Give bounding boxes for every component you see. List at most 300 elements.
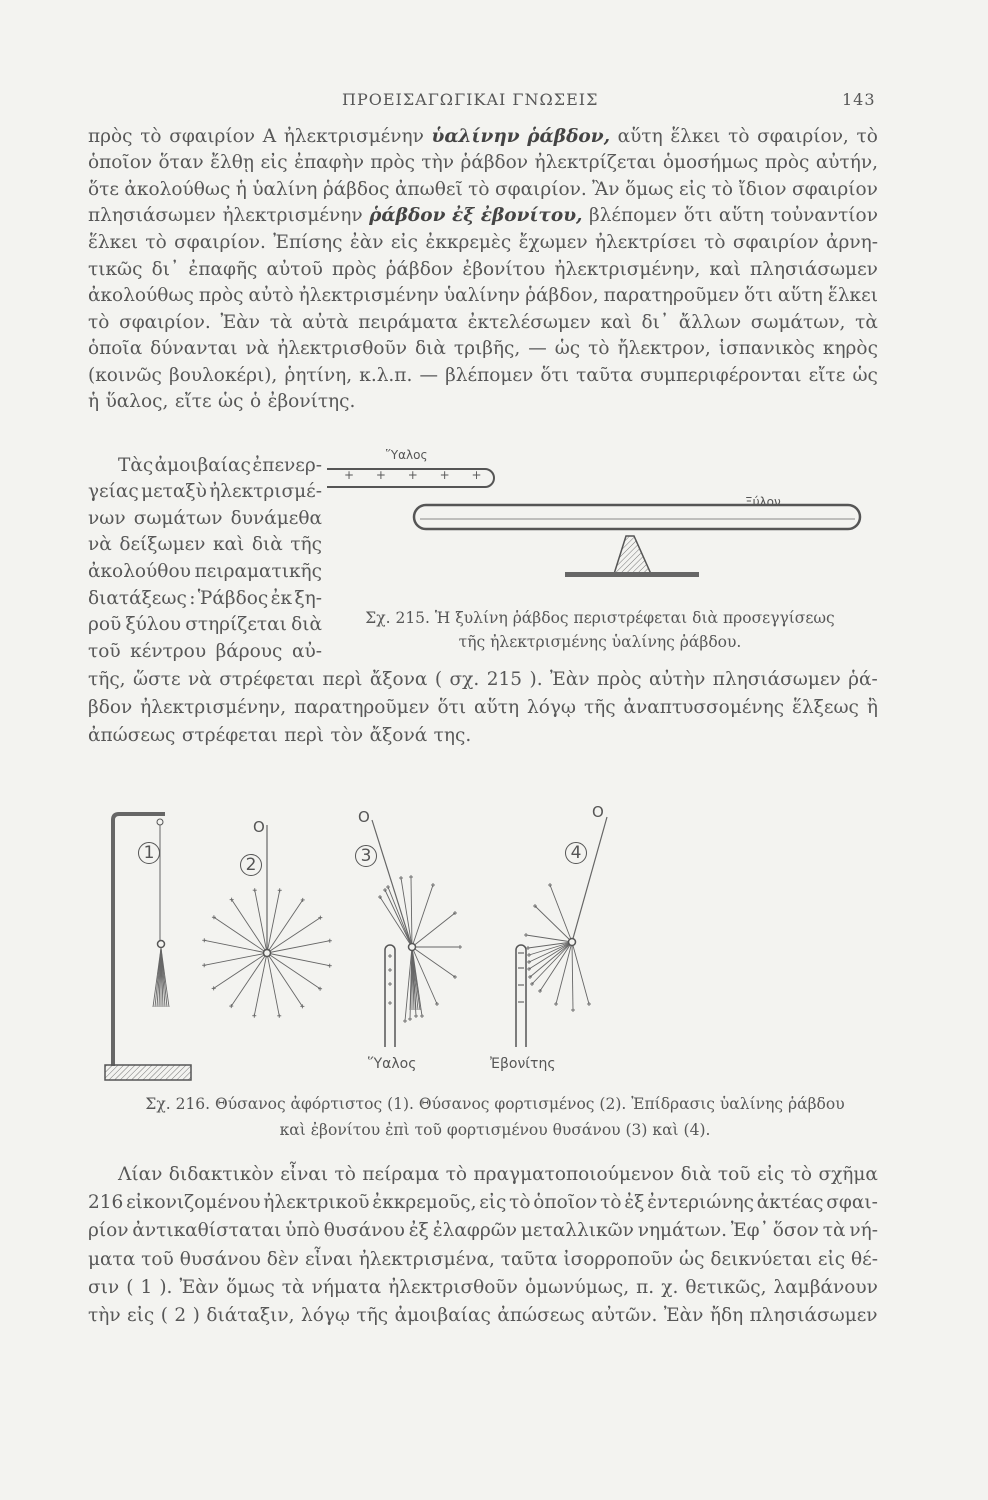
word: δι᾽ [151,259,180,280]
word: νημάτων. [637,1220,728,1241]
word: σχῆμα [818,1164,878,1185]
word: περὶ [322,669,363,690]
word: ἐκκρεμοῦς, [372,1192,477,1213]
charged-tassel [202,825,332,1018]
word: νων [88,508,126,529]
ring [409,944,416,951]
word: ἐλαφρῶν [432,1220,518,1241]
figure-216-caption-line1: Σχ. 216. Θύσανος ἀφόρτιστος (1). Θύσανος φορτισμένος (2). Ἐπίδρασις ὑαλίνης ῥάβδου [145,1095,845,1113]
word: αὕτη [474,697,520,718]
word: ). [529,669,543,690]
word: εἰς [756,1164,785,1185]
word: αὐτοῦ [266,259,323,280]
word: ἕλκει [827,285,878,306]
word: τὰ [281,1277,305,1298]
word: ὁμοσήμως [662,152,759,173]
word: τῆς [356,1305,389,1326]
word: ῥάβδον, [525,285,599,306]
word: τὸ [468,179,490,200]
word: ροῦ [88,614,122,635]
rotating-rod-diagram [0,0,988,600]
word: λόγῳ [301,1305,351,1326]
word: ὅτι [683,205,713,226]
word: διδακτικὸν [168,1164,274,1185]
word: διὰ [680,1164,712,1185]
word: 2 [174,1305,187,1326]
text-line [118,1162,878,1188]
wood-rod [414,505,860,529]
word: ρίον [88,1220,129,1241]
word: ἠλεκτρισμένην, [554,259,701,280]
ring [264,950,271,957]
word: ὡς [679,1249,705,1270]
word: μεταλλικῶν [520,1220,634,1241]
word: δὲν [266,1249,300,1270]
word: ἕλκει [88,232,139,253]
word: λαμβάνουν [773,1277,878,1298]
word: ἐπαφὴν [294,152,364,173]
word: ὁ [249,391,262,412]
word: αὐτῶν. [591,1305,658,1326]
word: τὸ [334,1164,356,1185]
word: ταῦτα [576,365,633,386]
word: σιν [88,1277,120,1298]
word: Λίαν [118,1164,163,1185]
word: τὸ [445,1164,468,1185]
word: ὁμωνύμως, [524,1277,630,1298]
word: νή- [849,1220,878,1241]
text-line [88,1190,878,1216]
word: τικῶς [88,259,143,280]
base [565,572,699,577]
word: καὶ [600,312,632,333]
word: βλέπομεν [445,365,534,386]
word: ἐξ [624,1192,645,1213]
word: ταῦτα [500,1249,558,1270]
word: ὡς [852,365,878,386]
word: τὸ [88,312,110,333]
word: ὑπὸ [285,1220,320,1241]
word: Τὰς [118,455,154,476]
text-line [88,667,878,693]
word: βάρους [215,641,283,662]
text-line [88,695,878,721]
text-line [88,612,322,638]
word: σχ. [449,669,480,690]
word: ( [434,669,443,690]
word: εἰς [479,1192,507,1213]
thread [412,913,455,947]
glass-rod [327,469,494,487]
emphasis-term: ὑαλίνην [431,126,520,147]
word: — [528,338,547,359]
thread [556,942,572,1004]
word: πρὸς [332,259,377,280]
word: Ἐὰν [663,1305,704,1326]
word: ἐντεριώνης [647,1192,755,1213]
word: ὅτε [88,179,119,200]
glass-rod [385,945,395,1047]
word: ἐπενερ- [252,455,322,476]
glass-label: Ὕαλος [368,1056,417,1072]
figure-215-caption-line2: τῆς ἠλεκτρισμένης ὑαλίνης ῥάβδου. [458,633,742,651]
word: πειραματικῆς [194,561,322,582]
word: τὸ [600,1192,622,1213]
word: δείξωμεν [119,534,206,555]
word: σφαιρίον. [494,179,587,200]
word: αὐτὴν [649,669,706,690]
word: ἠλεκτρισμένην [222,205,363,226]
word: σφαιρίον, [757,126,849,147]
word: σφαιρίον [169,126,256,147]
word: Ἐὰν [179,1277,220,1298]
word: ἀμοιβαίας [394,1305,491,1326]
word: ἐπαφῆς [188,259,258,280]
word: 215 [486,669,523,690]
word: νὰ [245,338,270,359]
word: θέ- [851,1249,878,1270]
word: σφαιρίον [791,179,878,200]
text-line [88,1218,878,1244]
charge-signs: + + + + + [344,468,491,482]
suspension-thread [572,817,607,942]
word: θυσάνου [179,1249,261,1270]
word: εἰς [127,1305,155,1326]
word: ἀμοιβαίας [154,455,251,476]
word: Ἐὰν [550,669,590,690]
word: τὸ [728,126,750,147]
word: νήματα [311,1277,382,1298]
word: ἀπωθεῖ [394,179,463,200]
panel-label-2: 2 [240,854,262,876]
word: ἰσορροποῦν [563,1249,674,1270]
point-label-3: O [358,808,370,826]
word: ἀκολούθου [88,561,191,582]
word: ἀκτέας [756,1192,824,1213]
emphasis-term: ῥάβδον, [527,126,611,147]
word: σφαιρίον. [119,312,211,333]
word: ἠλεκτρισθοῦν [388,1277,518,1298]
word: ὅτι [744,285,773,306]
word: εἰς [817,1249,846,1270]
word: πλησιάσωμεν [749,259,878,280]
word: : [189,588,196,609]
thread [535,906,572,942]
word: ἠλεκτρισμένην [298,285,439,306]
word: αὕτη [617,126,663,147]
word: ἡ [88,391,100,412]
word: ἡ [235,179,247,200]
word: ἔλθῃ [210,152,254,173]
word: ἐκ [270,588,293,609]
word: τὰ [269,312,293,333]
word: ὅμως [624,179,674,200]
thread [380,897,412,947]
word: ὁποῖον [533,1192,598,1213]
word: δυνάμεθα [230,508,322,529]
electric-pendulum-diagram [100,800,860,1090]
word: ῥά- [848,669,878,690]
emphasis-term: ἐξ [452,205,475,226]
word: δύνανται [150,338,238,359]
word: ξη- [294,588,322,609]
word: τὸ [790,1164,812,1185]
word: ῥάβδον [385,259,454,280]
text-line [88,723,878,749]
thread [411,877,412,947]
point-label-4: O [592,803,604,821]
word: τῆς [290,534,322,555]
word: λόγῳ [527,697,577,718]
word: ἀκολούθως [124,179,231,200]
word: εἰκονιζομένου [126,1192,261,1213]
word: αὐτὰ [302,312,349,333]
word: πλησιάσωμεν [712,669,841,690]
word: σφαιρίον [732,232,819,253]
word: ἐὰν [349,232,384,253]
word: εἰς [390,232,419,253]
figure-216-caption-line2: καὶ ἐβονίτου ἐπὶ τοῦ φορτισμένου θυσάνου (3) καὶ (4). [279,1121,711,1139]
word: τοῦ [88,641,121,662]
word: ἀπώσεως [88,725,176,746]
word: μεταξὺ [141,481,207,502]
text-line [88,1303,878,1329]
word: ῥάβδον [460,152,529,173]
word: εἴτε [808,365,846,386]
point-label-2: O [253,818,265,836]
text-line [88,1247,878,1273]
text-line [88,639,322,665]
word: τοῦ [717,1164,751,1185]
panel-label-3: 3 [355,845,377,867]
word: σωμάτων, [750,312,846,333]
word: πρὸς [198,285,244,306]
thread [526,935,572,942]
word: ἄλλων [678,312,742,333]
word: Ῥάβδος [197,588,269,609]
word: ) [192,1305,200,1326]
word: τῆς, [88,669,126,690]
thread [401,878,412,947]
word: ῥητίνη, [284,365,353,386]
word: συμπεριφέρονται [639,365,802,386]
word: διὰ [291,614,322,635]
text-line [88,1275,878,1301]
thread [388,887,412,947]
word: Ἐὰν [220,312,261,333]
thread [385,890,412,947]
word: κ.λ.π. [359,365,413,386]
word: καὶ [212,534,245,555]
ebonite-label: Ἐβονίτης [490,1056,556,1072]
word: (κοινῶς [88,365,162,386]
thread [572,942,589,1004]
word: στρέφεται [219,669,316,690]
word: ἕλκει [670,126,721,147]
word: νὰ [88,534,112,555]
word: ἀκολούθως [88,285,194,306]
word: στηρίζεται [185,614,287,635]
word: βδον [88,697,133,718]
word: πλησιάσωμεν [88,205,216,226]
word: Ἐπίσης [273,232,343,253]
word: αὐτὸ [248,285,294,306]
thread [572,942,573,1010]
word: ἄξονα [369,669,428,690]
word: ὅμως [226,1277,275,1298]
wood-rod-label: Ξύλον [745,495,781,509]
word: 216 [88,1192,124,1213]
word: τριβῆς, [453,338,521,359]
word: διατάξεως [88,588,187,609]
word: τοῦ [141,1249,174,1270]
word: ἠλεκτρίσει [594,232,697,253]
word: σωμάτων [133,508,223,529]
word: θυσάνου [323,1220,405,1241]
word: ὁποῖα [88,338,143,359]
emphasis-term: ἐβονίτου, [480,205,583,226]
word: αὐτήν, [815,152,878,173]
glass-rod-label: Ὕαλος [386,448,428,462]
word: αὐ- [291,641,322,662]
word: τὸ [856,126,878,147]
word: διὰ [251,534,283,555]
word: τοὐναντίον [770,205,878,226]
page-number: 143 [842,90,876,109]
word: ἱσπανικὸς [718,338,815,359]
emphasis-term: ῥάβδον [369,205,446,226]
word: κηρὸς [822,338,878,359]
word: γείας [88,481,139,502]
word: ἴδιον [738,179,787,200]
word: ἀντικαθίσταται [132,1220,282,1241]
panel-label-4: 4 [565,842,587,864]
word: ἠλεκτρισθοῦν [277,338,407,359]
word: διὰ [414,338,446,359]
word: ἠλεκτρισμένα, [358,1249,495,1270]
word: ὑαλίνη [252,179,318,200]
word: ὥστε [133,669,181,690]
word: ὅσον [772,1220,819,1241]
running-header: ΠΡΟΕΙΣΑΓΩΓΙΚΑΙ ΓΝΩΣΕΙΣ [342,90,599,109]
word: Ἂν [592,179,620,200]
uncharged-tassel [153,948,169,1007]
word: χ. [661,1277,679,1298]
figure-215-caption-line1: Σχ. 215. Ἡ ξυλίνη ῥάβδος περιστρέφεται διὰ προσεγγίσεως [365,609,835,627]
word: τὴν [421,152,454,173]
word: περὶ [284,725,325,746]
word: ξύλου [125,614,182,635]
word: δεικνύεται [710,1249,812,1270]
word: ὁποῖον [88,152,153,173]
ring [569,939,576,946]
word: βουλοκέρι), [169,365,278,386]
word: ὅτι [540,365,570,386]
word: αὕτη [718,205,764,226]
word: ὕαλος, [105,391,169,412]
word: ἐβονίτης. [267,391,356,412]
word: δι᾽ [641,312,670,333]
word: θετικῶς, [685,1277,767,1298]
word: εἶναι [304,1249,353,1270]
word: πρὸς [370,152,415,173]
ebonite-rod [516,945,526,1047]
tassel-near-ebonite [518,817,607,1012]
word: ἠλεκτρισμέ- [209,481,322,502]
thread [412,885,433,947]
word: ἠλεκτρίζεται [534,152,657,173]
word: εἰς [260,152,288,173]
word: Α [262,126,277,147]
word: ἠλεκτρισμένην [283,126,424,147]
word: παρατηροῦμεν [603,285,740,306]
word: παρατηροῦμεν [294,697,430,718]
word: τὸ [711,179,734,200]
word: ὑαλίνην [443,285,521,306]
word: τὸ [140,126,162,147]
word: τὸν [330,725,364,746]
word: ἠλεκτρισμένην, [140,697,287,718]
word: πρὸς [88,126,133,147]
word: Ἐφ᾽ [730,1220,769,1241]
word: τὸ [704,232,726,253]
word: στρέφεται [181,725,278,746]
word: σφαι- [826,1192,878,1213]
word: ἤδη [709,1305,744,1326]
word: ἀναπτυσσομένης [623,697,785,718]
word: τὸ [588,338,610,359]
word: ἐξ [408,1220,429,1241]
word: ἐβονίτου [462,259,546,280]
word: τὴν [88,1305,121,1326]
word: εἶναι [280,1164,329,1185]
word: νὰ [188,669,212,690]
word: π. [636,1277,655,1298]
word: εἴτε [174,391,212,412]
word: εἰς [679,179,707,200]
suspension-thread [372,820,412,947]
word: ὅτι [437,697,467,718]
word: ἕλξεως [792,697,859,718]
word: ὡς [554,338,581,359]
pivot-support [614,536,651,574]
word: κέντρου [130,641,207,662]
word: σφαιρίον. [174,232,266,253]
word: τὰ [855,312,878,333]
word: τὸ [145,232,167,253]
word: αὕτη [777,285,823,306]
word: ἀπώσεως [497,1305,585,1326]
word: ἠλεκτρικοῦ [263,1192,370,1213]
word: ὅταν [158,152,204,173]
word: ὡς [218,391,244,412]
word: ( [160,1305,168,1326]
word: ). [159,1277,173,1298]
word: ἄξονά [369,725,428,746]
word: της. [433,725,472,746]
word: πραγματοποιούμενον [473,1164,675,1185]
word: ἀρνη- [826,232,878,253]
word: τὸ [509,1192,531,1213]
word: ( [126,1277,134,1298]
word: ἔχωμεν [518,232,588,253]
word: πείραμα [362,1164,440,1185]
word: ῥάβδος [322,179,390,200]
thread [550,885,572,942]
word: τὰ [822,1220,846,1241]
word: πρὸς [597,669,642,690]
word: πλησιάσωμεν [749,1305,878,1326]
